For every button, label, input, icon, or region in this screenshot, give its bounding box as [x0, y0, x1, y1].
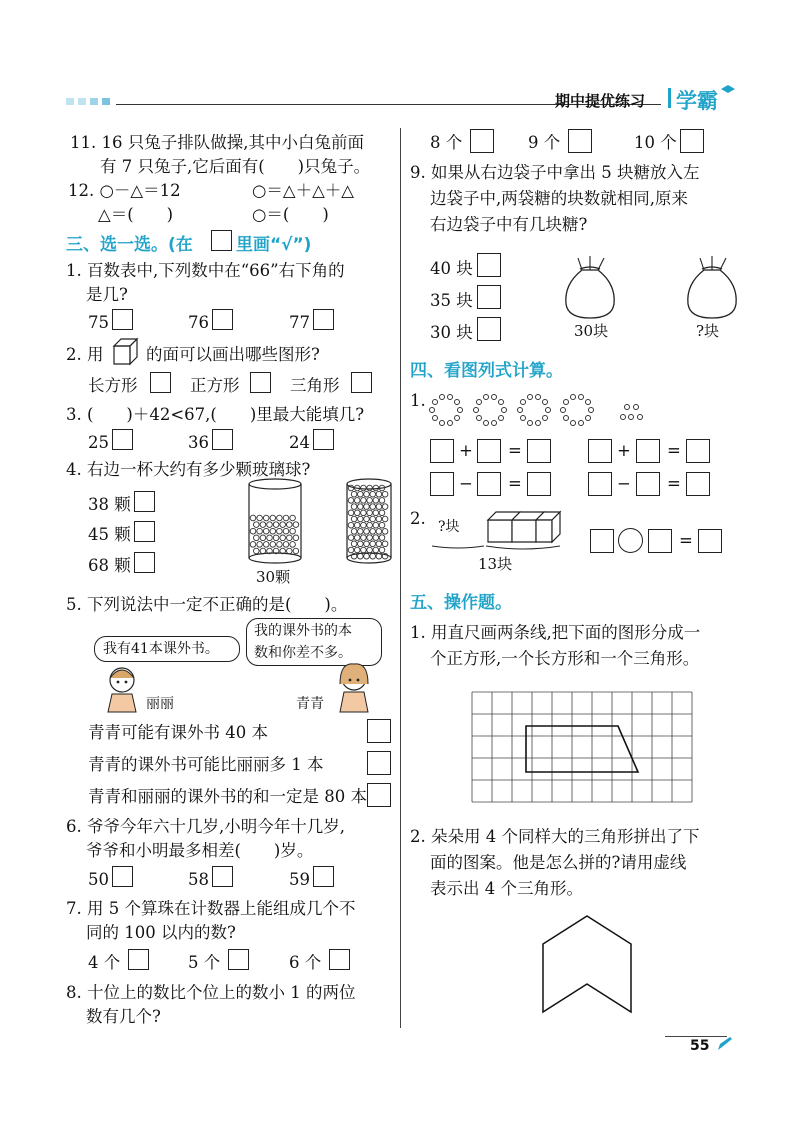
- header-decor-square: [66, 98, 74, 105]
- bead: [570, 394, 576, 400]
- q8-line2: 数有几个?: [86, 1007, 161, 1026]
- q6-opt: 50: [88, 870, 109, 889]
- marble: [250, 528, 256, 534]
- p1-op: +: [617, 441, 631, 460]
- q7-answer-box[interactable]: [228, 949, 249, 970]
- q2-answer-box[interactable]: [351, 372, 372, 393]
- q1-answer-box[interactable]: [112, 309, 133, 330]
- marble: [370, 516, 376, 522]
- bead: [563, 415, 569, 421]
- marble: [263, 542, 269, 548]
- section4-title: 四、看图列式计算。: [410, 361, 563, 381]
- q7-answer-box[interactable]: [128, 949, 149, 970]
- marble: [379, 522, 385, 528]
- q9-answer-box[interactable]: [477, 317, 501, 341]
- q4-answer-box[interactable]: [134, 552, 155, 573]
- q7-opt: 4 个: [88, 953, 121, 972]
- p2-unknown-label: ?块: [438, 519, 460, 535]
- marble: [290, 515, 296, 521]
- p1-eq: =: [667, 474, 681, 493]
- p1-box[interactable]: [636, 439, 660, 463]
- q1-answer-box[interactable]: [313, 309, 334, 330]
- bead: [578, 394, 584, 400]
- p1-box[interactable]: [636, 472, 660, 496]
- marble: [376, 553, 382, 559]
- marble: [358, 529, 364, 535]
- marble: [364, 541, 370, 547]
- marble: [379, 498, 385, 504]
- marble: [367, 498, 373, 504]
- marble: [361, 535, 367, 541]
- marble: [361, 522, 367, 528]
- p2-number: 2.: [410, 509, 426, 528]
- marble: [287, 522, 293, 528]
- bead: [535, 420, 541, 426]
- name-qingqing: 青青: [296, 696, 324, 712]
- q2-line1a: 2. 用: [66, 345, 104, 364]
- marble: [358, 491, 364, 497]
- girl-qingqing-illustration: [334, 662, 374, 714]
- marble: [370, 529, 376, 535]
- q6-line2: 爷爷和小明最多相差( )岁。: [86, 841, 314, 860]
- marble: [354, 498, 360, 504]
- marble: [290, 528, 296, 534]
- q7-answer-box[interactable]: [329, 949, 350, 970]
- q5-line1: 5. 下列说法中一定不正确的是( )。: [66, 595, 348, 614]
- q6-line1: 6. 爷爷今年六十几岁,小明今年十几岁,: [66, 817, 345, 836]
- bead: [633, 404, 639, 410]
- q2-opt: 正方形: [190, 376, 240, 395]
- p2-total-label: 13块: [478, 555, 513, 573]
- p1-box[interactable]: [588, 439, 612, 463]
- candy-bag-left-illustration: [562, 254, 618, 320]
- q8-opt: 8 个: [430, 133, 463, 152]
- bead: [628, 414, 634, 420]
- marble: [379, 547, 385, 553]
- q8-answer-box[interactable]: [680, 129, 704, 153]
- bead: [476, 399, 482, 405]
- bubble-lili-text: 我有41本课外书。: [103, 641, 219, 657]
- marble: [364, 491, 370, 497]
- p2-box[interactable]: [698, 529, 722, 553]
- marble: [273, 522, 279, 528]
- q6-answer-box[interactable]: [112, 866, 133, 887]
- marble: [354, 547, 360, 553]
- cup-full-illustration: [344, 478, 394, 566]
- p1-box[interactable]: [430, 439, 454, 463]
- marble: [257, 528, 263, 534]
- bead: [432, 399, 438, 405]
- q5-stmt: 青青的课外书可能比丽丽多 1 本: [88, 755, 324, 774]
- marble: [254, 535, 260, 541]
- marble: [376, 491, 382, 497]
- marble: [254, 522, 260, 528]
- marble: [277, 528, 283, 534]
- marble: [254, 548, 260, 554]
- marble: [382, 504, 388, 510]
- marble: [257, 515, 263, 521]
- q5-stmt: 青青和丽丽的课外书的和一定是 80 本: [88, 787, 367, 806]
- p2-box[interactable]: [590, 529, 614, 553]
- section5-title: 五、操作题。: [410, 593, 512, 613]
- q12-ans1: △＝( ): [98, 205, 174, 224]
- q9-line3: 右边袋子中有几块糖?: [430, 215, 588, 234]
- marble: [370, 553, 376, 559]
- brand-logo: 学霸: [676, 89, 718, 113]
- p1-eq: =: [508, 474, 522, 493]
- bead: [491, 394, 497, 400]
- bead: [476, 415, 482, 421]
- q12-ans2: ○＝( ): [252, 205, 329, 224]
- bag-left-label: 30块: [574, 322, 609, 340]
- q9-line2: 边袋子中,两袋糖的块数就相同,原来: [430, 189, 688, 208]
- marble: [351, 491, 357, 497]
- marble: [270, 542, 276, 548]
- marble: [351, 529, 357, 535]
- marble: [354, 510, 360, 516]
- bead: [624, 404, 630, 410]
- marble: [351, 516, 357, 522]
- marble: [382, 529, 388, 535]
- q3-answer-box[interactable]: [313, 429, 334, 450]
- bead: [520, 415, 526, 421]
- bead: [457, 407, 463, 413]
- marble: [277, 515, 283, 521]
- marble: [367, 510, 373, 516]
- bead: [520, 399, 526, 405]
- marble: [367, 547, 373, 553]
- marble: [293, 522, 299, 528]
- marble: [293, 535, 299, 541]
- marble: [358, 516, 364, 522]
- marble: [273, 535, 279, 541]
- marble: [277, 542, 283, 548]
- marble: [361, 485, 367, 491]
- marble: [358, 553, 364, 559]
- marble: [367, 522, 373, 528]
- marble: [287, 535, 293, 541]
- q3-line1: 3. ( )＋42<67,( )里最大能填几?: [66, 405, 365, 424]
- q5-stmt: 青青可能有课外书 40 本: [88, 723, 268, 742]
- pencil-icon: [716, 1036, 734, 1052]
- p2-box[interactable]: [648, 529, 672, 553]
- q6-opt: 58: [188, 870, 209, 889]
- marble: [376, 516, 382, 522]
- q8-opt: 10 个: [634, 133, 677, 152]
- header-title: 期中提优练习: [555, 92, 646, 110]
- p1-box[interactable]: [477, 472, 501, 496]
- marble: [263, 528, 269, 534]
- op1-line2: 个正方形,一个长方形和一个三角形。: [430, 649, 700, 668]
- q9-line1: 9. 如果从右边袋子中拿出 5 块糖放入左: [410, 163, 700, 182]
- marble: [293, 548, 299, 554]
- q5-answer-box[interactable]: [367, 719, 391, 743]
- q4-opt: 45 颗: [88, 525, 131, 544]
- marble: [361, 547, 367, 553]
- cube-icon: [112, 338, 140, 366]
- marble: [348, 510, 354, 516]
- q1-line2: 是几?: [86, 285, 128, 304]
- bead: [527, 394, 533, 400]
- bead: [527, 420, 533, 426]
- bead: [439, 394, 445, 400]
- q7-line1: 7. 用 5 个算珠在计数器上能组成几个不: [66, 899, 356, 918]
- bead: [517, 407, 523, 413]
- marble: [267, 535, 273, 541]
- q6-answer-box[interactable]: [313, 866, 334, 887]
- p1-box[interactable]: [588, 472, 612, 496]
- q1-opt: 76: [188, 313, 209, 332]
- q4-line1: 4. 右边一杯大约有多少颗玻璃球?: [66, 460, 311, 479]
- p2-eq: =: [679, 531, 693, 550]
- marble: [376, 541, 382, 547]
- marble: [361, 498, 367, 504]
- q9-opt: 35 块: [430, 291, 473, 310]
- op1-line1: 1. 用直尺画两条线,把下面的图形分成一: [410, 623, 701, 642]
- bead: [498, 415, 504, 421]
- marble: [358, 541, 364, 547]
- marble: [379, 510, 385, 516]
- q7-line2: 同的 100 以内的数?: [86, 923, 236, 942]
- column-divider: [400, 128, 401, 1028]
- marble: [373, 535, 379, 541]
- q4-answer-box[interactable]: [134, 491, 155, 512]
- bead: [483, 394, 489, 400]
- q9-opt: 40 块: [430, 259, 473, 278]
- q8-answer-box[interactable]: [568, 129, 592, 153]
- p1-box[interactable]: [477, 439, 501, 463]
- q3-opt: 24: [289, 433, 310, 452]
- graduation-cap-icon: [721, 84, 735, 96]
- marble: [283, 542, 289, 548]
- marble: [358, 504, 364, 510]
- p1-eq: =: [667, 441, 681, 460]
- p1-box[interactable]: [527, 439, 551, 463]
- section3-title: 三、选一选。(在: [66, 235, 193, 255]
- bubble-qingqing-text1: 我的课外书的本: [254, 623, 352, 639]
- bead: [542, 415, 548, 421]
- p1-op: −: [617, 474, 631, 493]
- bead: [454, 399, 460, 405]
- marble: [283, 515, 289, 521]
- marble: [267, 522, 273, 528]
- q3-opt: 25: [88, 433, 109, 452]
- marble: [376, 504, 382, 510]
- bead: [432, 415, 438, 421]
- q11-line2: 有 7 只兔子,它后面有( )只兔子。: [100, 157, 371, 176]
- q2-answer-box[interactable]: [250, 372, 271, 393]
- q2-line1b: 的面可以画出哪些图形?: [146, 345, 320, 364]
- marble: [283, 528, 289, 534]
- bead: [637, 414, 643, 420]
- marble: [250, 515, 256, 521]
- page-number: 55: [690, 1038, 710, 1054]
- q12-eq1: 12. ○－△＝12: [68, 181, 181, 200]
- q4-answer-box[interactable]: [134, 521, 155, 542]
- q1-opt: 77: [289, 313, 310, 332]
- p1-box[interactable]: [430, 472, 454, 496]
- bead: [535, 394, 541, 400]
- q3-opt: 36: [188, 433, 209, 452]
- bead: [473, 407, 479, 413]
- bead: [447, 394, 453, 400]
- marble: [382, 491, 388, 497]
- q11-line1: 11. 16 只兔子排队做操,其中小白兔前面: [70, 133, 364, 152]
- q7-opt: 5 个: [188, 953, 221, 972]
- q9-answer-box[interactable]: [477, 253, 501, 277]
- marble: [348, 535, 354, 541]
- bead: [501, 407, 507, 413]
- candy-bag-right-illustration: [684, 254, 740, 320]
- marble: [354, 522, 360, 528]
- q6-answer-box[interactable]: [212, 866, 233, 887]
- marble: [373, 510, 379, 516]
- bead: [542, 399, 548, 405]
- marble: [351, 504, 357, 510]
- q3-answer-box[interactable]: [212, 429, 233, 450]
- marble: [373, 547, 379, 553]
- cup-partial-illustration: [246, 478, 304, 566]
- marble: [364, 553, 370, 559]
- q4-cup-label: 30颗: [256, 568, 291, 586]
- marble: [361, 510, 367, 516]
- p2-operator-circle[interactable]: [618, 528, 643, 553]
- q4-opt: 38 颗: [88, 495, 131, 514]
- section3-title-tail: 里画“√”): [236, 235, 312, 255]
- p1-op: +: [459, 441, 473, 460]
- marble: [270, 528, 276, 534]
- girl-lili-illustration: [102, 664, 142, 714]
- op2-line3: 表示出 4 个三角形。: [430, 879, 583, 898]
- marble: [370, 541, 376, 547]
- q2-opt: 长方形: [88, 376, 138, 395]
- p1-eq: =: [508, 441, 522, 460]
- q4-opt: 68 颗: [88, 556, 131, 575]
- marble: [270, 515, 276, 521]
- header-decor-square: [78, 98, 86, 105]
- bead: [585, 399, 591, 405]
- q5-answer-box[interactable]: [367, 751, 391, 775]
- q1-answer-box[interactable]: [212, 309, 233, 330]
- bead: [498, 399, 504, 405]
- marble: [379, 535, 385, 541]
- marble: [367, 535, 373, 541]
- marble: [280, 535, 286, 541]
- q2-answer-box[interactable]: [150, 372, 171, 393]
- op2-line1: 2. 朵朵用 4 个同样大的三角形拼出了下: [410, 827, 700, 846]
- p1-box[interactable]: [686, 439, 710, 463]
- marble: [348, 498, 354, 504]
- section3-sample-box: [211, 230, 232, 251]
- q3-answer-box[interactable]: [112, 429, 133, 450]
- header-decor-square: [90, 98, 98, 105]
- marble: [250, 542, 256, 548]
- p1-box[interactable]: [686, 472, 710, 496]
- marble: [382, 541, 388, 547]
- marble: [280, 522, 286, 528]
- q7-opt: 6 个: [289, 953, 322, 972]
- name-lili: 丽丽: [146, 696, 174, 712]
- bead: [483, 420, 489, 426]
- bead: [447, 420, 453, 426]
- q1-opt: 75: [88, 313, 109, 332]
- marble: [373, 498, 379, 504]
- marble: [373, 522, 379, 528]
- q1-line1: 1. 百数表中,下列数中在“66”右下角的: [66, 261, 345, 280]
- marble: [364, 516, 370, 522]
- q5-answer-box[interactable]: [367, 783, 391, 807]
- marble: [382, 516, 388, 522]
- marble: [364, 529, 370, 535]
- brand-bar: [668, 88, 671, 108]
- marble: [257, 542, 263, 548]
- bead: [560, 407, 566, 413]
- bead: [429, 407, 435, 413]
- q8-opt: 9 个: [528, 133, 561, 152]
- header-decor-square: [102, 98, 110, 105]
- marble: [351, 541, 357, 547]
- bubble-qingqing-text2: 数和你差不多。: [254, 645, 352, 661]
- marble: [376, 529, 382, 535]
- bead: [588, 407, 594, 413]
- marble: [354, 535, 360, 541]
- q8-answer-box[interactable]: [470, 129, 494, 153]
- bead: [563, 399, 569, 405]
- bead: [454, 415, 460, 421]
- bead: [570, 420, 576, 426]
- bead: [578, 420, 584, 426]
- marble: [364, 504, 370, 510]
- chevron-figure: [540, 914, 634, 1014]
- bag-right-label: ?块: [696, 322, 720, 340]
- bead: [491, 420, 497, 426]
- marble: [370, 491, 376, 497]
- q9-opt: 30 块: [430, 323, 473, 342]
- bead: [439, 420, 445, 426]
- p1-number: 1.: [410, 391, 426, 410]
- marble: [348, 522, 354, 528]
- q6-opt: 59: [289, 870, 310, 889]
- grid-figure: [470, 690, 692, 802]
- bead: [545, 407, 551, 413]
- bead: [585, 415, 591, 421]
- bead: [620, 414, 626, 420]
- marble: [348, 547, 354, 553]
- q2-opt: 三角形: [290, 376, 340, 395]
- q8-line1: 8. 十位上的数比个位上的数小 1 的两位: [66, 983, 356, 1002]
- q12-eq2: ○＝△＋△＋△: [252, 181, 354, 200]
- marble: [367, 485, 373, 491]
- marble: [260, 535, 266, 541]
- q9-answer-box[interactable]: [477, 285, 501, 309]
- op2-line2: 面的图案。他是怎么拼的?请用虚线: [430, 853, 687, 872]
- marble: [287, 548, 293, 554]
- p1-box[interactable]: [527, 472, 551, 496]
- marble: [290, 542, 296, 548]
- p1-op: −: [459, 474, 473, 493]
- marble: [373, 485, 379, 491]
- marble: [263, 515, 269, 521]
- marble: [370, 504, 376, 510]
- marble: [260, 522, 266, 528]
